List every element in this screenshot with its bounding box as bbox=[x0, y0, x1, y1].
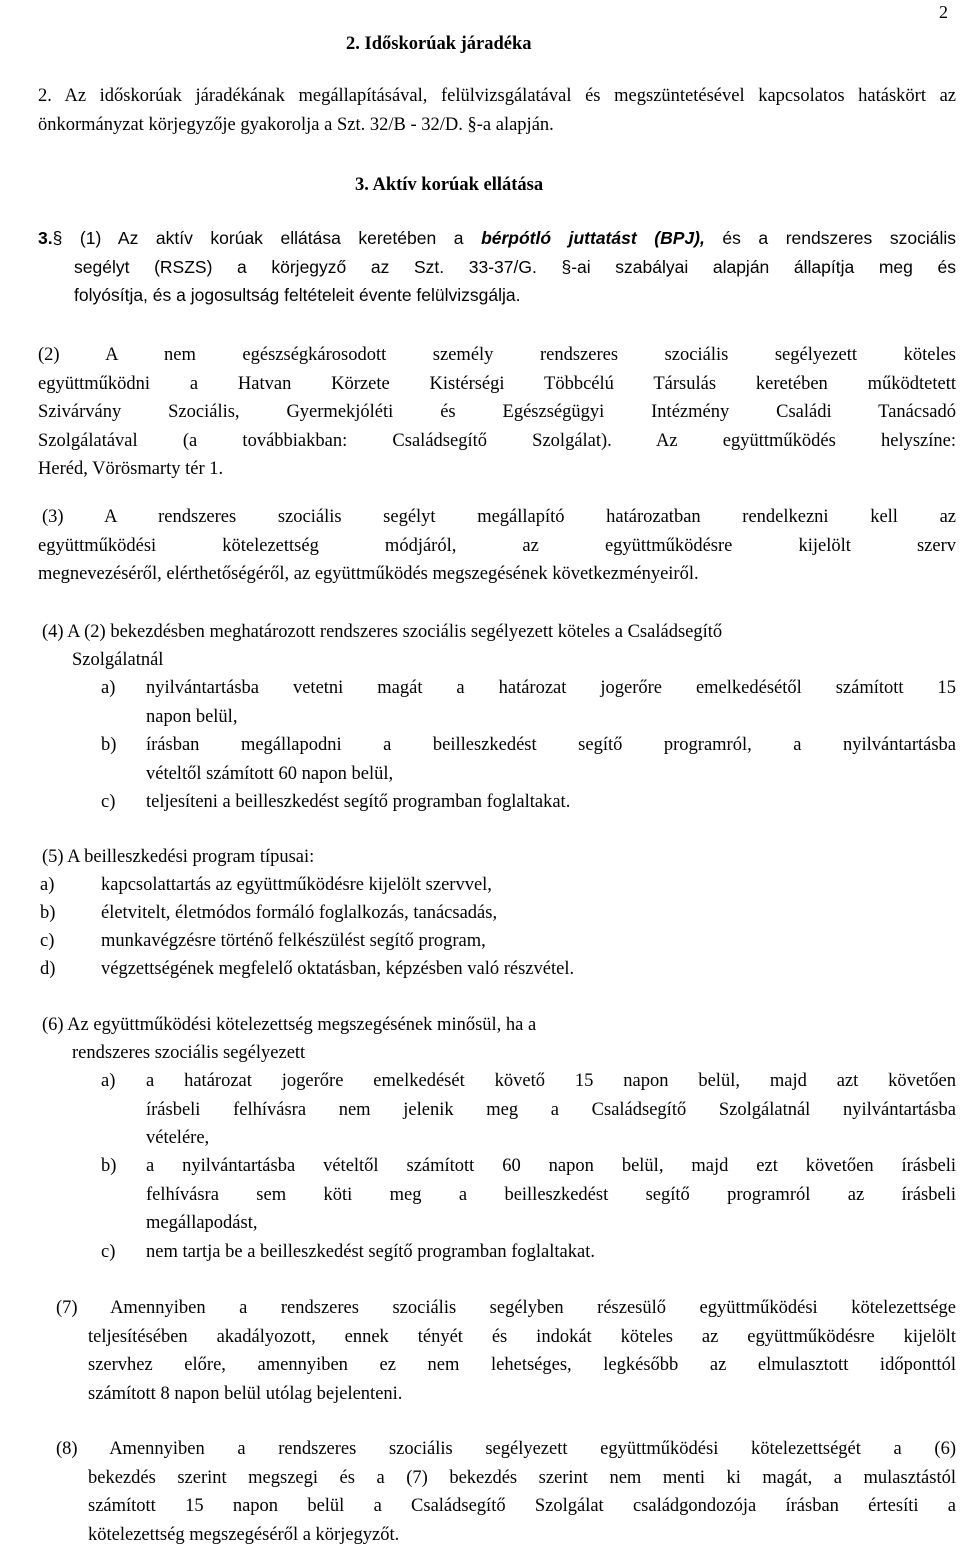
bpj-term: bérpótló juttatást (BPJ), bbox=[481, 228, 705, 248]
list-item-4a: nyilvántartásba vetetni magát a határozat jogerőre emelkedésétől számított 15 napon belül, bbox=[146, 678, 956, 727]
paragraph-6-intro-cont: rendszeres szociális segélyezett bbox=[72, 1043, 306, 1063]
list-item-6a: a határozat jogerőre emelkedését követő 15 napon belül, majd azt követően írásbeli felhívásra nem jelenik meg a Családsegítő Szolgálatnál nyilvántartásba vételére, bbox=[146, 1071, 956, 1149]
section-2-paragraph: 2. Az időskorúak járadékának megállapításával, felülvizsgálatával és megszüntetésével kapcsolatos hatáskört az önkormányzat körjegyzője gyakorolja a Szt. 32/B - 32/D. §-a alapján. bbox=[38, 86, 956, 135]
list-label: b) bbox=[40, 903, 56, 923]
paragraph-number: 3. bbox=[38, 228, 53, 248]
paragraph-6-intro: (6) Az együttműködési kötelezettség megszegésének minősül, ha a bbox=[42, 1015, 537, 1035]
list-label: c) bbox=[40, 931, 55, 951]
paragraph-3-1: 3.§ (1) Az aktív korúak ellátása keretében a bérpótló juttatást (BPJ), és a rendszeres szociális segélyt (RSZS) a körjegyző az Szt. 33-37/G. §-ai szabályai alapján állapítja meg és folyósítja, és a jogosultság feltételeit évente felülvizsgálja. bbox=[38, 228, 956, 306]
paragraph-3: (3) A rendszeres szociális segélyt megállapító határozatban rendelkezni kell az együttműködési kötelezettség módjáról, az együttműködésre kijelölt szerv megnevezéséről, elérthetőségéről, az együttműködés megszegésének következményeiről. bbox=[38, 507, 956, 585]
list-label: a) bbox=[101, 1071, 116, 1091]
list-item-6c: nem tartja be a beilleszkedést segítő programban foglaltakat. bbox=[146, 1242, 595, 1262]
paragraph-4-intro-cont: Szolgálatnál bbox=[72, 650, 164, 670]
list-label: b) bbox=[101, 1156, 117, 1176]
list-label: a) bbox=[40, 875, 55, 895]
list-label: a) bbox=[101, 678, 116, 698]
list-label: b) bbox=[101, 735, 117, 755]
list-item-5c: munkavégzésre történő felkészülést segítő program, bbox=[101, 931, 486, 951]
paragraph-7: (7) Amennyiben a rendszeres szociális segélyben részesülő együttműködési kötelezettsége teljesítésében akadályozott, ennek tényét és indokát köteles az együttműködésre kijelölt szervhez előre, amennyiben ez nem lehetséges, legkésőbb az elmulasztott időponttól számított 8 napon belül utólag bejelenteni. bbox=[56, 1298, 956, 1404]
paragraph-8: (8) Amennyiben a rendszeres szociális segélyezett együttműködési kötelezettségét a (6) bekezdés szerint megszegi és a (7) bekezdés szerint nem menti ki magát, a mulasztástól számított 15 napon belül a Családsegítő Szolgálat családgondozója írásban értesíti a kötelezettség megszegéséről a körjegyzőt. bbox=[56, 1439, 956, 1545]
section-3-heading: 3. Aktív korúak ellátása bbox=[355, 175, 544, 195]
list-item-4c: teljesíteni a beilleszkedést segítő programban foglaltakat. bbox=[146, 792, 571, 812]
page-number: 2 bbox=[939, 2, 948, 22]
section-2-heading: 2. Időskorúak járadéka bbox=[346, 34, 532, 54]
list-label: c) bbox=[101, 1242, 116, 1262]
section-sign: § bbox=[52, 228, 63, 248]
paragraph-2: (2) A nem egészségkárosodott személy rendszeres szociális segélyezett köteles együttműködni a Hatvan Körzete Kistérségi Többcélú Társulás keretében működtetett Szivárvány Szociális, Gyermekjóléti és Egészségügyi Intézmény Családi Tanácsadó Szolgálatával (a továbbiakban: Családsegítő Szolgálat). Az együttműködés helyszíne: Heréd, Vörösmarty tér 1. bbox=[38, 345, 956, 480]
paragraph-4-intro: (4) A (2) bekezdésben meghatározott rendszeres szociális segélyezett köteles a Családsegítő bbox=[42, 622, 723, 642]
list-item-4b: írásban megállapodni a beilleszkedést segítő programról, a nyilvántartásba vételtől számított 60 napon belül, bbox=[146, 735, 956, 784]
list-item-5b: életvitelt, életmódos formáló foglalkozás, tanácsadás, bbox=[101, 903, 498, 923]
list-label: c) bbox=[101, 792, 116, 812]
list-item-5a: kapcsolattartás az együttműködésre kijelölt szervvel, bbox=[101, 875, 492, 895]
list-item-6b: a nyilvántartásba vételtől számított 60 napon belül, majd ezt követően írásbeli felhívásra sem köti meg a beilleszkedést segítő programról az írásbeli megállapodást, bbox=[146, 1156, 956, 1234]
paragraph-5-intro: (5) A beilleszkedési program típusai: bbox=[42, 847, 315, 867]
list-label: d) bbox=[40, 959, 56, 979]
list-item-5d: végzettségének megfelelő oktatásban, képzésben való részvétel. bbox=[101, 959, 575, 979]
